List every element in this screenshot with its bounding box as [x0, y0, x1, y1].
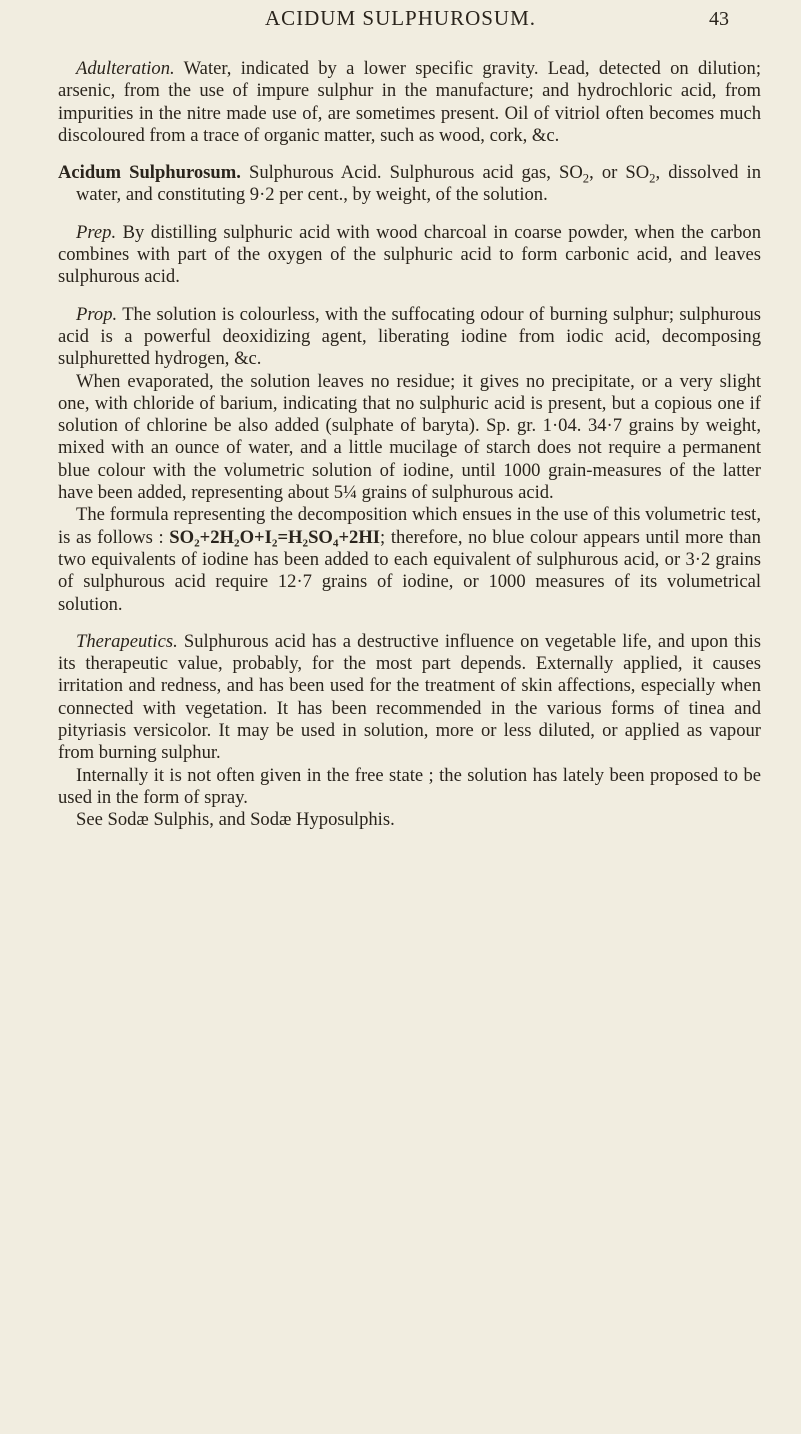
formula-paragraph: [58, 504, 761, 615]
entry-paragraph: [58, 162, 761, 207]
prep-text: By distilling sulphuric acid with wood charcoal in coarse powder, when the carbon combines with part of the oxygen of the sulphuric acid to form carbonic acid, and leaves sulphurous acid.: [58, 221, 761, 288]
evaporated-text: When evaporated, the solution leaves no residue; it gives no precipitate, or a very slight one, with chloride of barium, indicating that no sulphuric acid is present, but a copious one if solution of chlorine be also added (sulphate of baryta). Sp. gr. 1·04. 34·7 grains by weight, mixed with an ounce of water, and a little mucilage of starch does not require a permanent blue colour with the volumetric solution of iodine, until 1000 grain-measures of the latter have been added, representing about 5¼ grains of sulphurous acid.: [58, 370, 761, 504]
internally-paragraph: [58, 765, 761, 810]
adulteration-text: Water, indicated by a lower specific gravity. Lead, detected on dilution; arsenic, from the use of impure sulphur in the manufacture; and hydrochloric acid, from impurities in the nitre made use of, are sometimes present. Oil of vitriol often becomes much discoloured from a trace of organic matter, such as wood, cork, &c.: [58, 58, 762, 146]
see-also-paragraph: [58, 809, 761, 831]
evaporated-paragraph: [58, 371, 761, 505]
page-number: 43: [709, 8, 729, 30]
body-text: [58, 58, 761, 832]
chemical-formula: SO₂+2H₂O+I₂=H₂SO₄+2HI: [169, 526, 381, 548]
entry-text-c: , dissolved in water, and constituting 9·2 per cent., by weight, of the solution.: [76, 162, 762, 206]
prep-paragraph: [58, 222, 761, 289]
adulteration-paragraph: [58, 58, 761, 147]
prop-text: The solution is colourless, with the suffocating odour of burning sulphur; sulphurous acid is a powerful deoxidizing agent, liberating iodine from iodic acid, decomposing sulphuretted hydrogen, &c.: [58, 303, 761, 370]
see-also-text: See Sodæ Sulphis, and Sodæ Hyposulphis.: [76, 809, 395, 831]
entry-heading: Acidum Sulphurosum.: [58, 162, 241, 184]
running-head: [0, 6, 801, 40]
entry-text-b: , or SO: [589, 162, 650, 184]
therapeutics-text: Sulphurous acid has a destructive influence on vegetable life, and upon this its therapeutic value, probably, for the most part depends. Externally applied, it causes irritation and redness, and has been used for the treatment of skin affections, especially when connected with vegetation. It has been recommended in the various forms of tinea and pityriasis versicolor. It may be used in solution, more or less diluted, or applied as vapour from burning sulphur.: [58, 630, 761, 764]
internally-text: Internally it is not often given in the free state ; the solution has lately been proposed to be used in the form of spray.: [58, 764, 761, 808]
running-title: ACIDUM SULPHUROSUM.: [264, 6, 537, 30]
prop-label: Prop.: [76, 303, 118, 325]
entry-sub-1: 2: [582, 171, 590, 186]
prep-label: Prep.: [76, 221, 117, 243]
formula-text-a: The formula representing the decomposition which ensues in the use of this volumetric test, is as follows :: [58, 504, 761, 548]
prop-paragraph: [58, 304, 761, 371]
formula-text-b: ; therefore, no blue colour appears until more than two equivalents of iodine has been added to each equivalent of sulphurous acid, or 3·2 grains of sulphurous acid require 12·7 grains of iodine, or 1000 measures of its volumetrical solution.: [58, 526, 761, 615]
entry-sub-2: 2: [649, 171, 656, 186]
adulteration-label: Adulteration.: [76, 58, 175, 79]
therapeutics-paragraph: [58, 631, 761, 765]
therapeutics-label: Therapeutics.: [76, 630, 178, 652]
entry-text-a: Sulphurous Acid. Sulphurous acid gas, SO: [249, 162, 583, 184]
